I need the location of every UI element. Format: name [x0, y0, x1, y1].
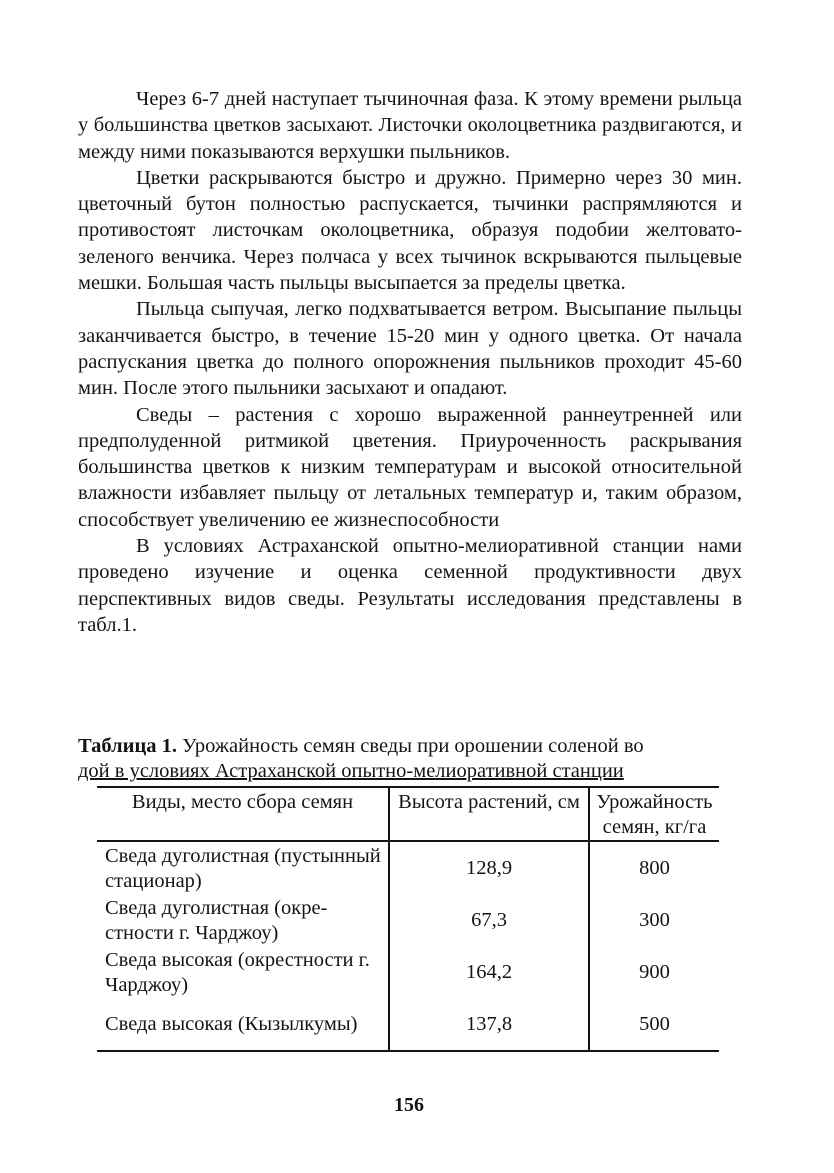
paragraph: Цветки раскрываются быстро и дружно. Примерно через 30 мин. цветочный бутон полностью распускается, тычинки распрямляются и противостоят листочкам околоцветника, образуя подобии желтовато-зеленого венчика. Через полчаса у всех тычинок вскрываются пыльцевые мешки. Большая часть пыльцы высыпается за пределы цветка.	[78, 166, 742, 295]
table-header-row	[97, 787, 719, 841]
header-yield: Урожайность семян, кг/га	[589, 787, 719, 841]
table-row	[97, 841, 719, 894]
table-row	[97, 998, 719, 1051]
cell-species: Сведа высокая (Кызылкумы)	[105, 1013, 358, 1035]
cell-species: Сведа высокая (окрестности г. Чарджоу)	[105, 948, 370, 996]
cell-species: Сведа дуголистная (пустынный стационар)	[105, 844, 381, 892]
header-species: Виды, место сбора семян	[97, 787, 389, 841]
cell-height: 137,8	[389, 998, 589, 1051]
page-number: 156	[394, 1094, 424, 1116]
table-row	[97, 894, 719, 946]
header-height: Высота растений, см	[389, 787, 589, 841]
cell-height: 164,2	[389, 946, 589, 998]
body-text	[78, 86, 742, 638]
cell-species: Сведа дуголистная (окрестности г. Чарджоу)	[105, 896, 328, 944]
cell-height: 128,9	[389, 841, 589, 894]
cell-yield: 900	[589, 946, 719, 998]
table-caption	[78, 734, 742, 784]
paragraph: Через 6-7 дней наступает тычиночная фаза. К этому времени рыльца у большинства цветков засыхают. Листочки околоцветника раздвигаются, и между ними показываются верхушки пыльников.	[78, 88, 742, 163]
table-row	[97, 946, 719, 998]
table-caption-text: Урожайность семян сведы при орошении соленой во	[177, 735, 644, 757]
paragraph: В условиях Астраханской опытно-мелиоративной станции нами проведено изучение и оценка семенной продуктивности двух перспективных видов сведы. Результаты исследования представлены в табл.1.	[78, 535, 742, 636]
table-caption-text-2: дой в условиях Астраханской опытно-мелиоративной станции	[78, 760, 624, 782]
cell-yield: 800	[589, 841, 719, 894]
cell-yield: 300	[589, 894, 719, 946]
paragraph: Пыльца сыпучая, легко подхватывается ветром. Высыпание пыльцы заканчивается быстро, в течение 15-20 мин у одного цветка. От начала распускания цветка до полного опорожнения пыльников проходит 45-60 мин. После этого пыльники засыхают и опадают.	[78, 298, 742, 400]
cell-height: 67,3	[389, 894, 589, 946]
table-caption-label: Таблица 1.	[78, 735, 178, 757]
cell-yield: 500	[589, 998, 719, 1051]
yield-table	[97, 786, 719, 1052]
paragraph: Сведы – растения с хорошо выраженной раннеутренней или предполуденной ритмикой цветения. Приуроченность раскрывания большинства цветков к низким температурам и высокой относительной влажности избавляет пыльцу от летальных температур и, таким образом, способствует увеличению ее жизнеспособности	[78, 403, 742, 531]
